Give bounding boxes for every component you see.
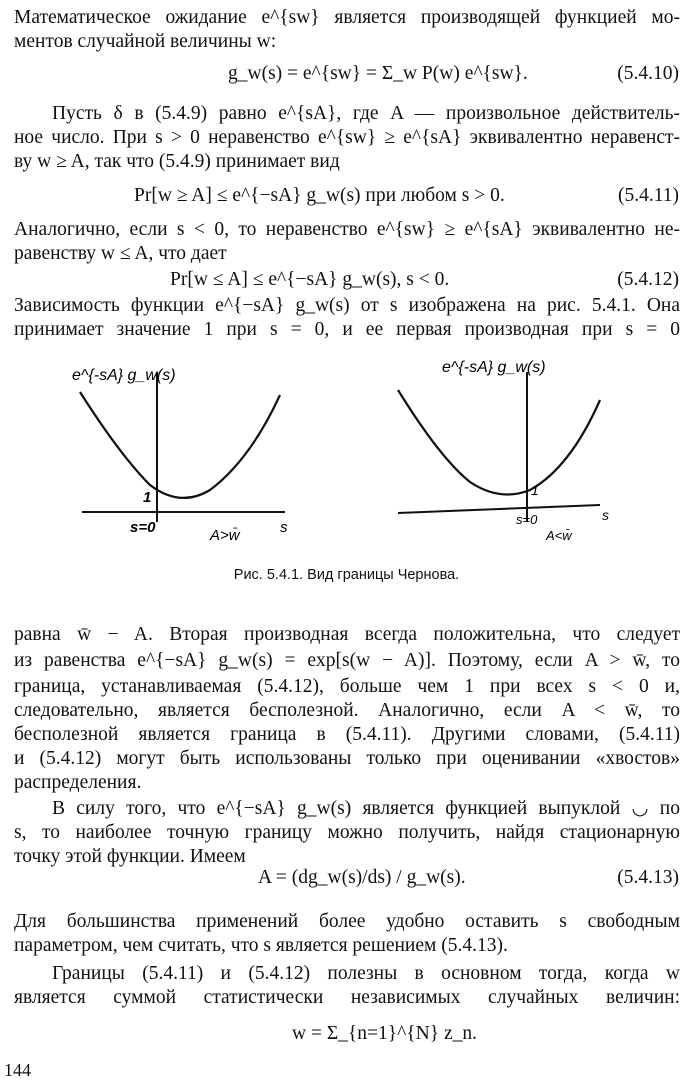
text-line: бесполезной является граница в (5.4.11). Другими словами, (5.4.11) (14, 724, 680, 745)
text-line: параметром, чем считать, что s является решением (5.4.13). (14, 935, 508, 956)
text-line: точку этой функции. Имеем (14, 846, 246, 867)
left-s-label: s (280, 519, 288, 536)
text-line: ное число. При s > 0 неравенство e^{sw} ≥ e^{sA} эквивалентно неравенст- (14, 127, 680, 148)
text-line: ментов случайной величины w: (14, 31, 277, 52)
right-s-label: s (602, 507, 609, 523)
right-cond-label: A<w̄ (546, 528, 572, 543)
chernoff-bound-figure (0, 350, 693, 560)
left-s0-label: s=0 (130, 519, 156, 536)
equation-5-4-13: A = (dg_w(s)/ds) / g_w(s). (258, 867, 466, 888)
text-line: равна w̄ − A. Вторая производная всегда положительна, что следует (14, 624, 680, 645)
text-line: является суммой статистически независимых случайных величин: (14, 987, 680, 1008)
equation-number: (5.4.13) (617, 867, 679, 888)
text-line: следовательно, является бесполезной. Аналогично, если A < w̄, то (14, 700, 680, 721)
left-plot (72, 367, 288, 544)
equation-5-4-12: Pr[w ≤ A] ≤ e^{−sA} g_w(s), s < 0. (170, 269, 450, 290)
equation-number: (5.4.12) (617, 269, 679, 290)
page-number: 144 (4, 1060, 31, 1080)
text-line: Границы (5.4.11) и (5.4.12) полезны в основном тогда, когда w (52, 963, 680, 984)
equation-5-4-11: Pr[w ≥ A] ≤ e^{−sA} g_w(s) при любом s > 0. (134, 185, 505, 206)
right-plot (398, 359, 609, 543)
text-line: В силу того, что e^{−sA} g_w(s) является функцией выпуклой ◡ по (52, 798, 680, 819)
left-cond-label: A>w̄ (210, 527, 240, 544)
text-line: из равенства e^{−sA} g_w(s) = exp[s(w − A)]. Поэтому, если A > w̄, то (14, 650, 680, 671)
left-curve (80, 392, 280, 498)
text-line: Пусть δ в (5.4.9) равно e^{sA}, где A — произвольное действитель- (52, 103, 680, 124)
text-line: Математическое ожидание e^{sw} является производящей функцией мо- (14, 7, 680, 28)
text-line: распределения. (14, 772, 142, 793)
right-ylabel: e^{-sA} g_w(s) (442, 359, 546, 376)
equation-5-4-10: g_w(s) = e^{sw} = Σ_w P(w) e^{sw}. (228, 63, 528, 84)
text-line: и (5.4.12) могут быть использованы только при оценивании «хвостов» (14, 748, 680, 769)
text-line: граница, устанавливаемая (5.4.12), больше чем 1 при всех s < 0 и, (14, 676, 680, 697)
left-ylabel: e^{-sA} g_w(s) (72, 367, 176, 384)
text-line: Аналогично, если s < 0, то неравенство e^{sw} ≥ e^{sA} эквивалентно не- (14, 219, 680, 240)
equation-number: (5.4.11) (617, 185, 679, 206)
text-line: Для большинства применений более удобно оставить s свободным (14, 911, 680, 932)
left-one-label: 1 (143, 489, 152, 506)
equation-number: (5.4.10) (617, 63, 679, 84)
right-curve (398, 390, 600, 495)
right-one-label: 1 (531, 482, 539, 498)
text-line: Зависимость функции e^{−sA} g_w(s) от s изображена на рис. 5.4.1. Она (14, 295, 680, 316)
right-x-axis (398, 505, 600, 513)
figure-caption: Рис. 5.4.1. Вид границы Чернова. (233, 567, 460, 583)
text-line: равенству w ≤ A, что дает (14, 243, 227, 264)
right-s0-label: s=0 (516, 512, 538, 527)
equation-sum: w = Σ_{n=1}^{N} z_n. (292, 1023, 478, 1044)
text-line: s, то наиболее точную границу можно получить, найдя стационарную (14, 822, 680, 843)
text-line: принимает значение 1 при s = 0, и ее первая производная при s = 0 (14, 319, 680, 340)
text-line: ву w ≥ A, так что (5.4.9) принимает вид (14, 151, 340, 172)
